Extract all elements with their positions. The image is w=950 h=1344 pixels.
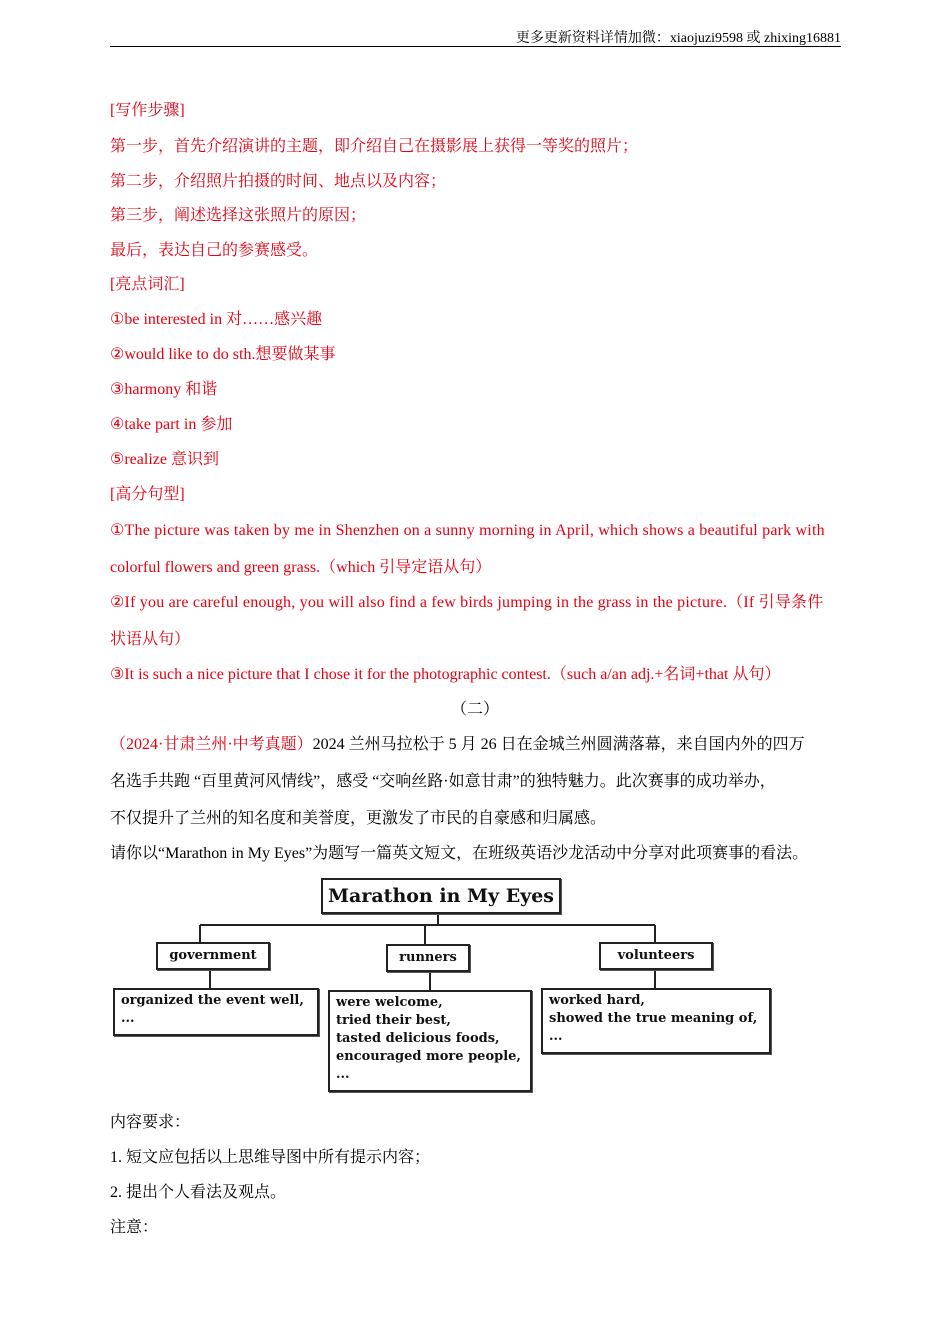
branch-runners: runners	[386, 944, 470, 972]
writing-step: 第一步，首先介绍演讲的主题，即介绍自己在摄影展上获得一等奖的照片；	[110, 138, 639, 155]
sentence-line: ①The picture was taken by me in Shenzhen on a sunny morning in April, which shows a beautiful park with	[110, 522, 825, 539]
writing-step: 第三步，阐述选择这张照片的原因；	[110, 207, 367, 224]
intro-line: 名选手共跑 “百里黄河风情线”，感受 “交响丝路·如意甘肃”的独特魅力。此次赛事的成功举办，	[110, 773, 776, 790]
point-item: organized the event well,	[121, 993, 304, 1008]
sentence-line: ②If you are careful enough, you will also find a few birds jumping in the grass in the picture.（If 引导条件	[110, 594, 824, 611]
runners-points	[328, 990, 532, 1092]
point-item: were welcome,	[336, 995, 443, 1010]
requirements-heading: 内容要求：	[110, 1114, 191, 1131]
branch-government: government	[156, 942, 270, 970]
section-intro-first-line	[110, 735, 805, 755]
vocab-item: ②would like to do sth.想要做某事	[110, 346, 336, 363]
question-source: （2024·甘肃兰州·中考真题）	[110, 736, 313, 753]
vocab-item: ④take part in 参加	[110, 416, 233, 433]
intro-line: 请你以“Marathon in My Eyes”为题写一篇英文短文，在班级英语沙龙活动中分享对此项赛事的看法。	[110, 845, 809, 862]
point-item: tasted delicious foods,	[336, 1031, 500, 1046]
vocab-heading: [亮点词汇]	[110, 276, 185, 293]
volunteers-points	[541, 988, 771, 1054]
section-number: （二）	[450, 701, 499, 718]
point-item: ...	[549, 1029, 563, 1044]
vocab-item: ①be interested in 对……感兴趣	[110, 311, 323, 328]
mind-map	[110, 874, 775, 1092]
requirement-item: 2. 提出个人看法及观点。	[110, 1184, 287, 1201]
writing-steps-heading: [写作步骤]	[110, 102, 185, 119]
intro-line: 不仅提升了兰州的知名度和美誉度，更激发了市民的自豪感和归属感。	[110, 810, 607, 827]
branch-volunteers: volunteers	[599, 942, 713, 970]
page-header	[110, 24, 841, 47]
government-points	[113, 988, 319, 1036]
mind-map-title: Marathon in My Eyes	[321, 878, 561, 914]
point-item: ...	[336, 1067, 350, 1082]
sentences-heading: [高分句型]	[110, 486, 185, 503]
point-item: ...	[121, 1011, 135, 1026]
writing-step: 第二步，介绍照片拍摄的时间、地点以及内容；	[110, 173, 447, 190]
point-item: tried their best,	[336, 1013, 451, 1028]
writing-step: 最后，表达自己的参赛感受。	[110, 242, 319, 259]
vocab-item: ③harmony 和谐	[110, 381, 218, 398]
note-heading: 注意：	[110, 1219, 159, 1236]
header-contact-text: 更多更新资料详情加微：xiaojuzi9598 或 zhixing16881	[515, 31, 841, 46]
vocab-item: ⑤realize 意识到	[110, 451, 219, 468]
point-item: worked hard,	[549, 993, 645, 1008]
sentence-line: colorful flowers and green grass.（which 引导定语从句）	[110, 559, 492, 576]
point-item: showed the true meaning of,	[549, 1011, 758, 1026]
sentence-line: 状语从句）	[110, 631, 191, 648]
point-item: encouraged more people,	[336, 1049, 521, 1064]
requirement-item: 1. 短文应包括以上思维导图中所有提示内容；	[110, 1149, 431, 1166]
intro-line: 2024 兰州马拉松于 5 月 26 日在金城兰州圆满落幕，来自国内外的四万	[312, 736, 805, 753]
sentence-line: ③It is such a nice picture that I chose it for the photographic contest.（such a/an adj.+名词+that 从句）	[110, 666, 781, 683]
